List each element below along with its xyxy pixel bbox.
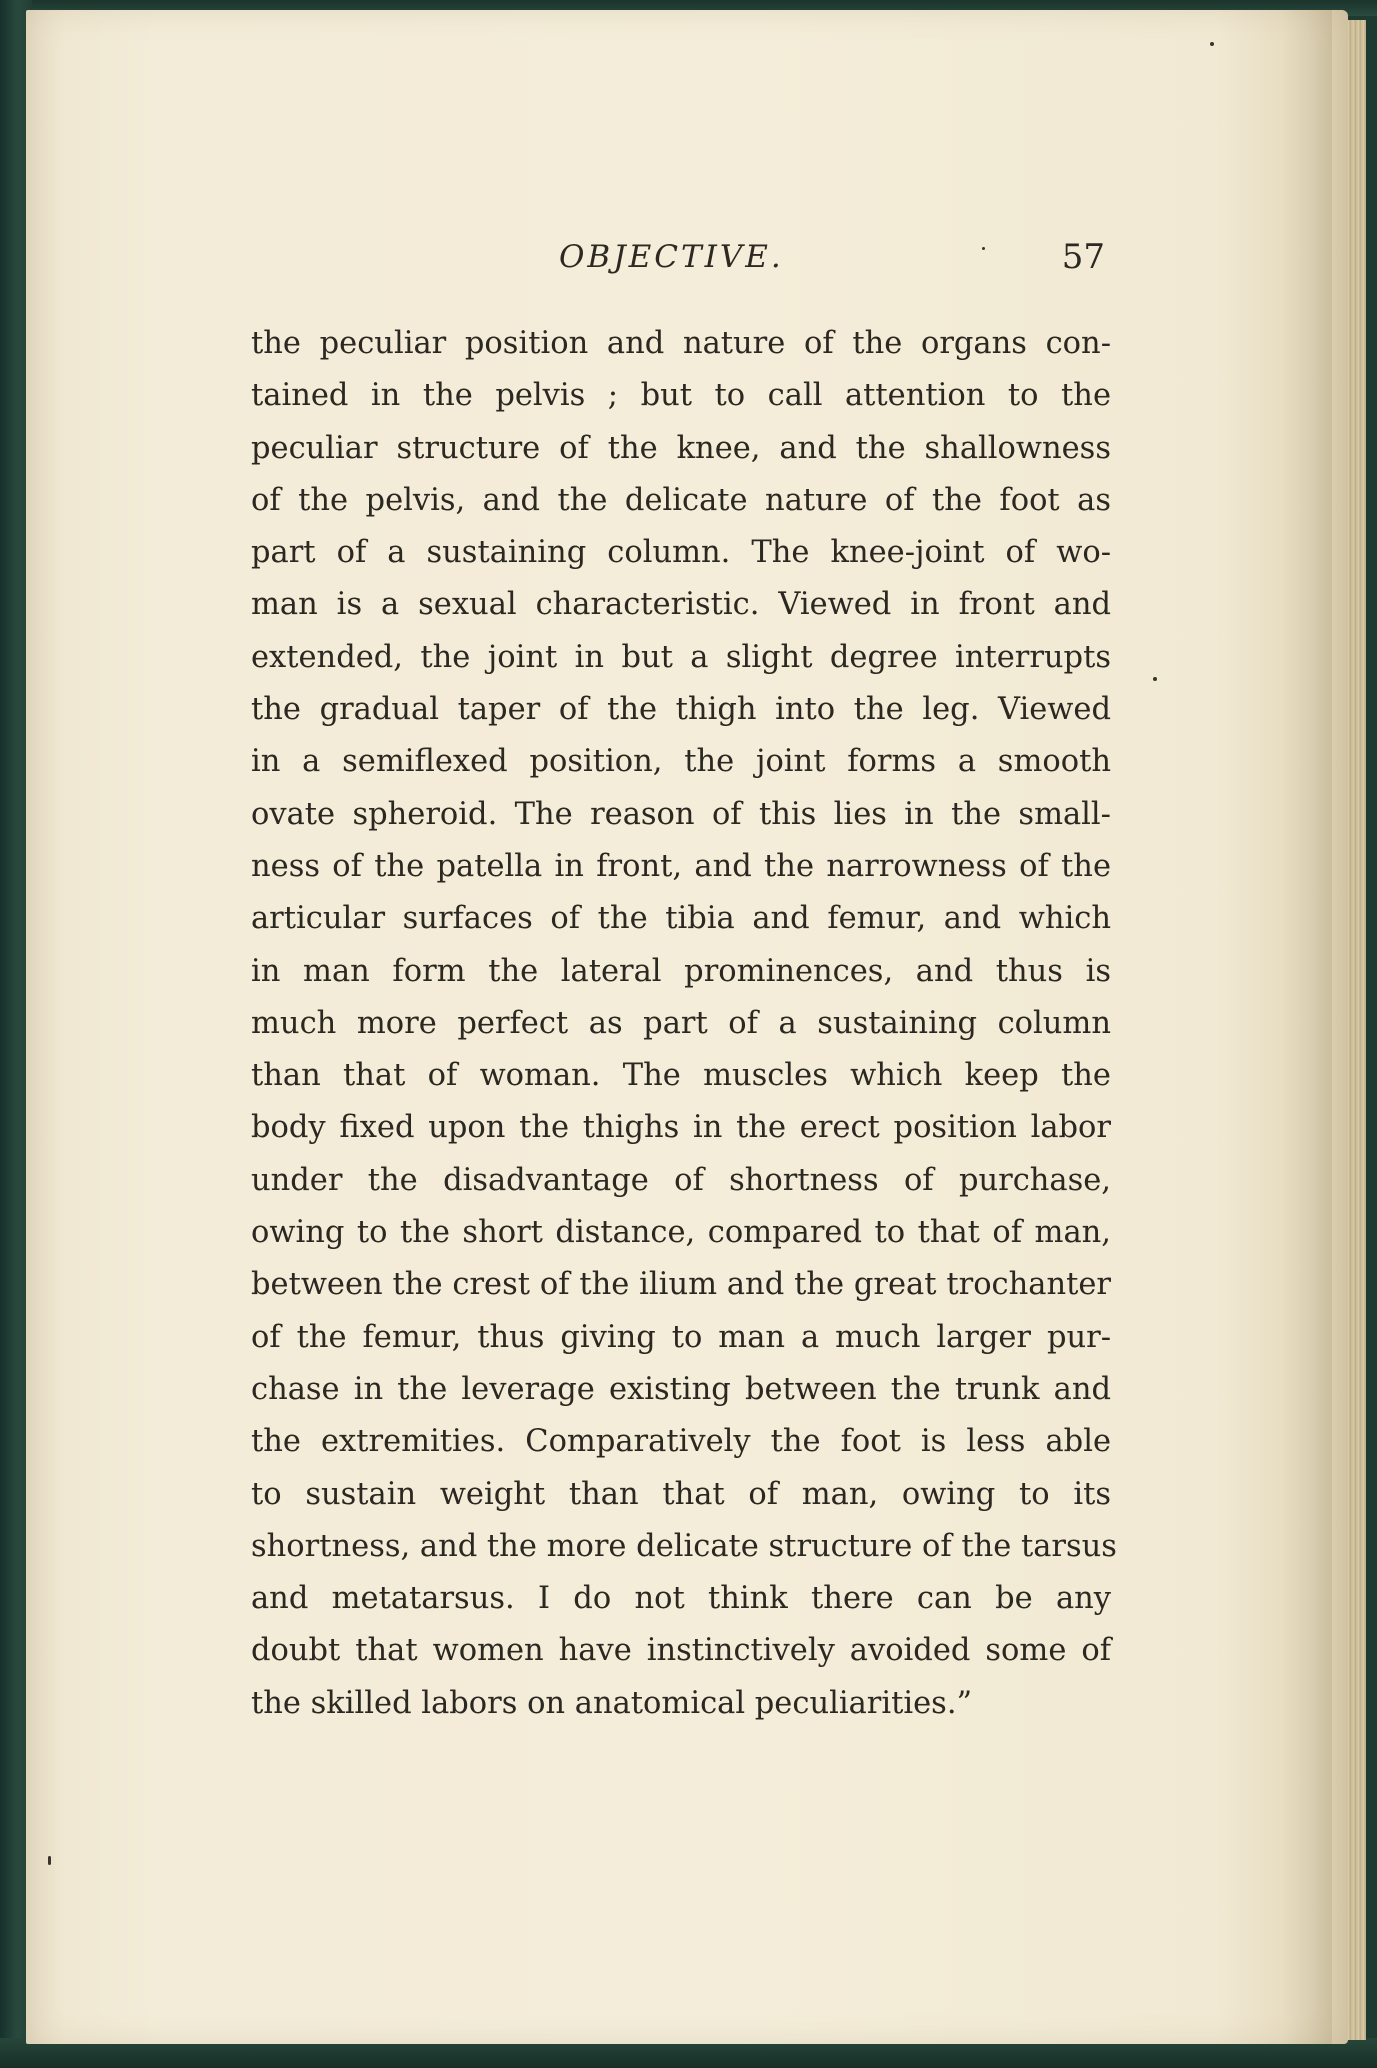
text-line: of the pelvis, and the delicate nature of the foot as [251,482,1111,518]
text-line: owing to the short distance, compared to that of man, [251,1215,1111,1251]
text-line: part of a sustaining column. The knee-joint of wo- [251,535,1111,571]
text-line: in a semiflexed position, the joint forms a smooth [251,744,1111,780]
paper-speck [1210,42,1214,46]
body-paragraph [251,318,1117,1730]
text-line: and metatarsus. I do not think there can be any [251,1581,1111,1617]
text-line: man is a sexual characteristic. Viewed in front and [251,587,1111,623]
running-head-title: OBJECTIVE. [559,239,784,275]
text-line: tained in the pelvis ; but to call attention to the [251,378,1111,414]
text-line: shortness, and the more delicate structure of the tarsus [251,1528,1117,1564]
text-line: doubt that women have instinctively avoided some of [251,1633,1111,1669]
text-line: the peculiar position and nature of the organs con- [251,326,1111,361]
text-line: extended, the joint in but a slight degree interrupts [251,639,1111,675]
paper-speck [1153,677,1157,681]
text-line: the gradual taper of the thigh into the leg. Viewed [251,692,1111,728]
running-head [251,232,1111,282]
text-line: articular surfaces of the tibia and femur, and which [251,901,1111,937]
text-line: between the crest of the ilium and the great trochanter [251,1267,1111,1303]
text-line: of the femur, thus giving to man a much larger pur- [251,1319,1111,1355]
text-line: than that of woman. The muscles which keep the [251,1058,1111,1094]
page-number: 57 [1061,237,1105,277]
text-line: under the disadvantage of shortness of purchase, [251,1162,1111,1198]
text-line: the skilled labors on anatomical peculiarities.” [251,1685,973,1721]
text-line: ovate spheroid. The reason of this lies in the small- [251,796,1111,832]
page-text-block [251,0,1117,2068]
text-line: in man form the lateral prominences, and thus is [251,953,1111,989]
text-line: much more perfect as part of a sustaining column [251,1005,1111,1041]
text-line: ness of the patella in front, and the narrowness of the [251,848,1111,884]
paper-speck [48,1856,51,1865]
text-line: the extremities. Comparatively the foot is less able [251,1424,1111,1460]
text-line: to sustain weight than that of man, owing to its [251,1476,1111,1512]
text-line: peculiar structure of the knee, and the shallowness [251,430,1111,466]
text-line: chase in the leverage existing between the trunk and [251,1371,1111,1407]
text-line: body fixed upon the thighs in the erect position labor [251,1110,1111,1146]
page-gutter-shade [1282,10,1332,2044]
